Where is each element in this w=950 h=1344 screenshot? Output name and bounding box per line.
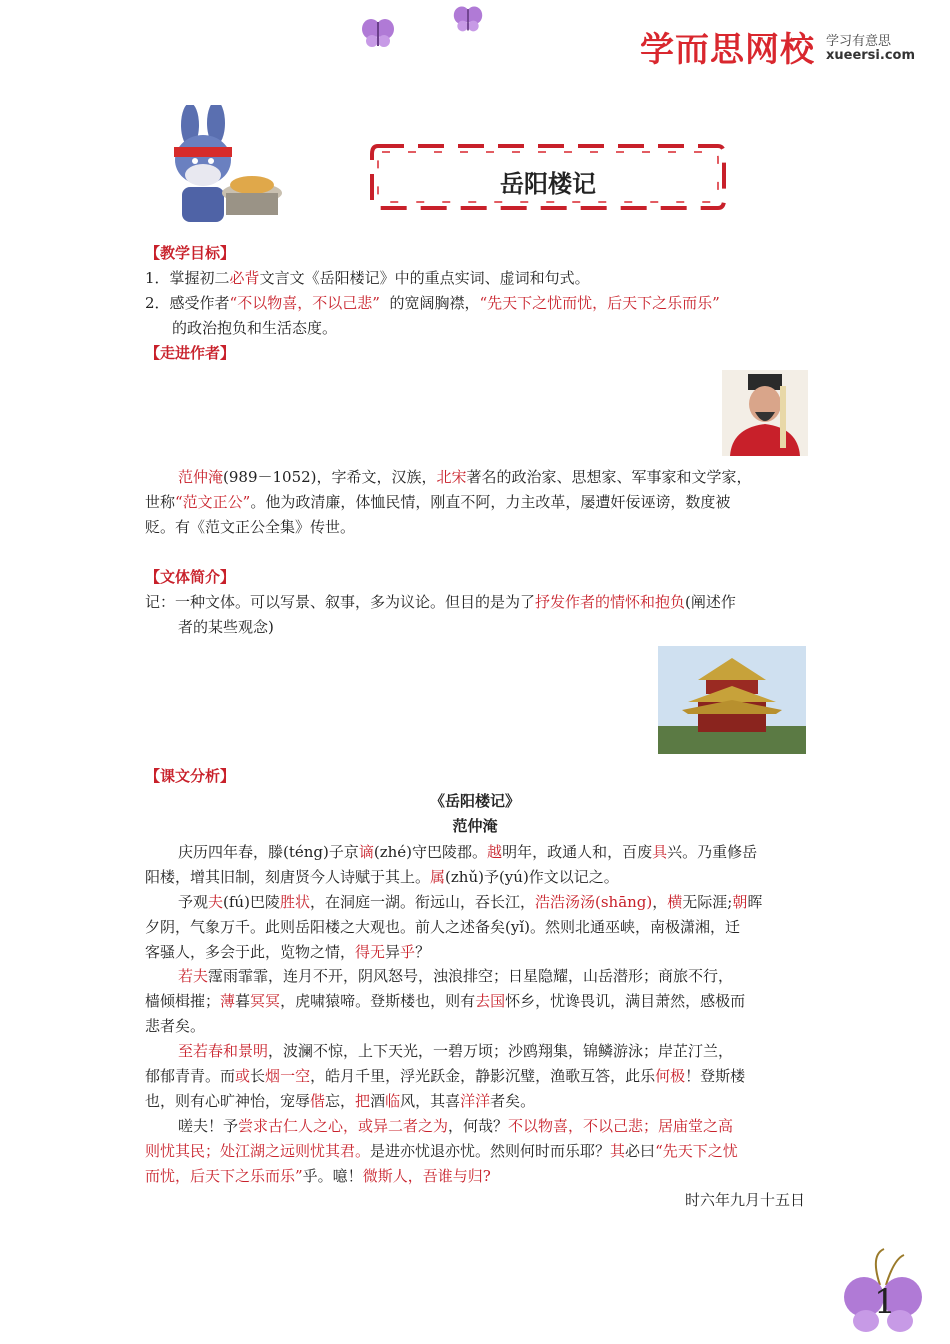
author-line-3: 贬。有《范文正公全集》传世。: [145, 518, 356, 536]
text-line: 悲者矣。: [145, 1017, 206, 1035]
goal-item-2: 2．感受作者“不以物喜，不以己悲” 的宽阔胸襟，“先天下之忧而忧，后天下之乐而乐”: [145, 294, 720, 312]
text-line: 予观夫(fú)巴陵胜状，在洞庭一湖。衔远山，吞长江，浩浩汤汤(shāng)，横无际涯;朝晖: [178, 893, 763, 911]
text-line: 若夫霪雨霏霏，连月不开，阴风怒号，浊浪排空；日星隐耀，山岳潜形；商旅不行，: [178, 967, 734, 985]
author-heading: 【走进作者】: [145, 344, 236, 362]
text-line: 至若春和景明，波澜不惊，上下天光，一碧万顷；沙鸥翔集，锦鳞游泳；岸芷汀兰，: [178, 1042, 734, 1060]
text-line: 也，则有心旷神怡，宠辱偕忘，把酒临风，其喜洋洋者矣。: [145, 1092, 536, 1110]
analysis-heading: 【课文分析】: [145, 767, 236, 785]
text-line: 客骚人，多会于此，览物之情，得无异乎？: [145, 943, 431, 961]
page-number: 1: [874, 1282, 896, 1322]
goals-heading: 【教学目标】: [145, 244, 236, 262]
text-date: 时六年九月十五日: [684, 1191, 805, 1209]
brand-tagline: 学习有意思: [826, 34, 892, 49]
goal-item-2-cont: 的政治抱负和生活态度。: [172, 319, 338, 337]
lesson-title-banner: [368, 142, 728, 212]
author-portrait-image: [722, 370, 808, 456]
brand-url: xueersi.com: [826, 48, 916, 63]
work-title: 《岳阳楼记》: [429, 792, 520, 810]
text-line: 则忧其民；处江湖之远则忧其君。是进亦忧退亦忧。然则何时而乐耶？其必曰“先天下之忧: [145, 1142, 738, 1160]
genre-heading: 【文体简介】: [145, 568, 236, 586]
genre-line-2: 者的某些观念): [178, 618, 274, 636]
work-author: 范仲淹: [452, 817, 498, 835]
author-line-2: 世称“范文正公”。他为政清廉，体恤民情，刚直不阿，力主改革，屡遭奸佞诬谤，数度被: [145, 493, 731, 511]
goal-item-1: 1．掌握初二必背文言文《岳阳楼记》中的重点实词、虚词和句式。: [145, 269, 590, 287]
genre-line-1: 记：一种文体。可以写景、叙事，多为议论。但目的是为了抒发作者的情怀和抱负(阐述作: [145, 593, 736, 611]
text-line: 庆历四年春，滕(téng)子京谪(zhé)守巴陵郡。越明年，政通人和，百废具兴。乃重修岳: [178, 843, 758, 861]
text-line: 樯倾楫摧；薄暮冥冥，虎啸猿啼。登斯楼也，则有去国怀乡，忧谗畏讥，满目萧然，感极而: [145, 992, 746, 1010]
yueyang-tower-photo: [658, 646, 806, 754]
text-line: 郁郁青青。而或长烟一空，皓月千里，浮光跃金，静影沉璧，渔歌互答，此乐何极！登斯楼: [145, 1067, 746, 1085]
text-line: 而忧，后天下之乐而乐”乎。噫！微斯人，吾谁与归?: [145, 1167, 491, 1185]
text-line: 阳楼，增其旧制，刻唐贤今人诗赋于其上。属(zhǔ)予(yú)作文以记之。: [145, 868, 619, 886]
text-line: 嗟夫！予尝求古仁人之心，或异二者之为，何哉？不以物喜，不以己悲；居庙堂之高: [178, 1117, 734, 1135]
butterfly-icon: [452, 2, 484, 34]
donkey-mascot-image: [160, 105, 290, 230]
lesson-title: 岳阳楼记: [500, 170, 596, 198]
text-line: 夕阴，气象万千。此则岳阳楼之大观也。前人之述备矣(yǐ)。然则北通巫峡，南极潇湘，迁: [145, 918, 740, 936]
author-line-1: 范仲淹(989－1052)，字希文，汉族，北宋著名的政治家、思想家、军事家和文学家，: [178, 468, 752, 486]
butterfly-icon: [360, 14, 396, 50]
brand-logo: 学而思网校: [640, 30, 815, 70]
